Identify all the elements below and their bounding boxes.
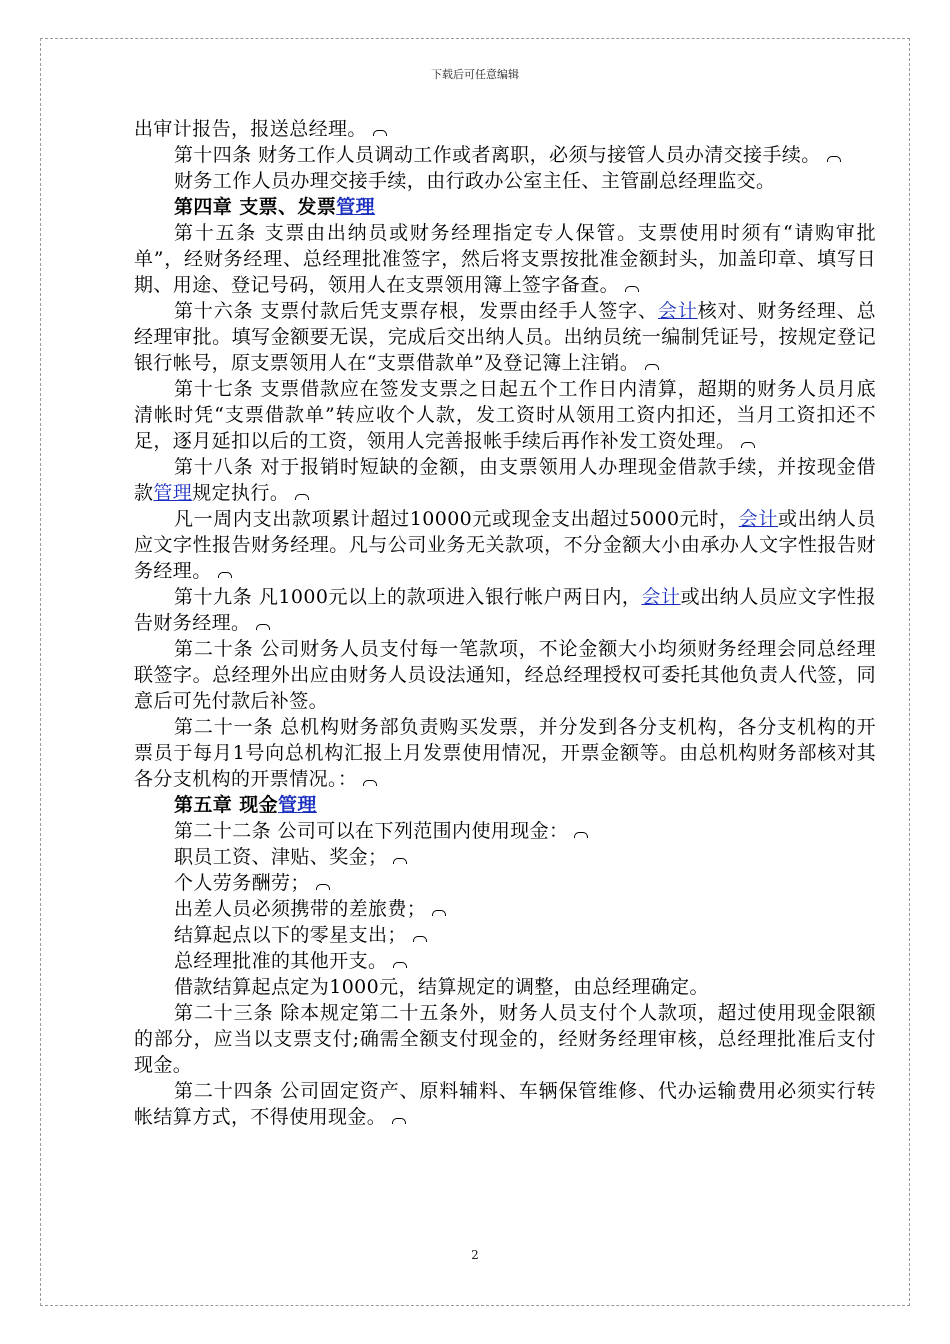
- paragraph: [134, 974, 876, 1000]
- paragraph-mark-icon: [218, 572, 232, 578]
- text-run: 第十七条 支票借款应在签发支票之日起五个工作日内清算，超期的财务人员月底清帐时凭“支票借款单”转应收个人款，发工资时从领用工资内扣还，当月工资扣还不足，逐月延扣以后的工资，领用人完善报帐手续后再作补发工资处理。: [134, 378, 876, 452]
- text-run: 第四章 支票、发票: [174, 196, 337, 218]
- paragraph: [134, 922, 876, 948]
- paragraph: [134, 376, 876, 454]
- text-run: 第十四条 财务工作人员调动工作或者离职，必须与接管人员办清交接手续。: [174, 144, 821, 166]
- text-run: 个人劳务酬劳；: [174, 872, 310, 894]
- text-run: 核对、财务经理、总经理审批。填写金额要无误，完成后交出纳人员。出纳员统一编制凭证号，按规定登记银行帐号，原支票领用人在“支票借款单”及登记簿上注销。: [134, 300, 876, 374]
- chapter-heading: [134, 194, 876, 220]
- paragraph-mark-icon: [363, 780, 377, 786]
- paragraph: [134, 506, 876, 584]
- paragraph-mark-icon: [413, 936, 427, 942]
- paragraph: [134, 142, 876, 168]
- text-run: 总经理批准的其他开支。: [174, 950, 388, 972]
- text-run: 第二十条 公司财务人员支付每一笔款项，不论金额大小均须财务经理会同总经理联签字。总经理外出应由财务人员设法通知，经总经理授权可委托其他负责人代签，同意后可先付款后补签。: [134, 638, 876, 712]
- text-run: 财务工作人员办理交接手续，由行政办公室主任、主管副总经理监交。: [174, 170, 776, 192]
- text-run: 第二十二条 公司可以在下列范围内使用现金：: [174, 820, 569, 842]
- paragraph: [134, 714, 876, 792]
- text-run: 第十五条 支票由出纳员或财务经理指定专人保管。支票使用时须有“请购审批单”，经财务经理、总经理批准签字，然后将支票按批准金额封头，加盖印章、填写日期、用途、登记号码，领用人在支票领用簿上签字备查。: [134, 222, 876, 296]
- paragraph-mark-icon: [645, 364, 659, 370]
- text-run: 职员工资、津贴、奖金；: [174, 846, 388, 868]
- paragraph-mark-icon: [295, 494, 309, 500]
- text-run: 出差人员必须携带的差旅费；: [174, 898, 427, 920]
- paragraph-mark-icon: [432, 910, 446, 916]
- paragraph: [134, 116, 876, 142]
- paragraph-mark-icon: [741, 442, 755, 448]
- paragraph: [134, 168, 876, 194]
- paragraph: [134, 636, 876, 714]
- text-run: 结算起点以下的零星支出；: [174, 924, 407, 946]
- text-run: 规定执行。: [192, 482, 290, 504]
- paragraph: [134, 870, 876, 896]
- hyperlink[interactable]: 会计: [738, 508, 778, 530]
- text-run: 或出纳人员应文字性报告财务经理。: [134, 586, 876, 634]
- paragraph: [134, 584, 876, 636]
- paragraph: [134, 844, 876, 870]
- text-run: 第二十四条 公司固定资产、原料辅料、车辆保管维修、代办运输费用必须实行转帐结算方式，不得使用现金。: [134, 1080, 876, 1128]
- paragraph: [134, 298, 876, 376]
- text-run: 凡一周内支出款项累计超过10000元或现金支出超过5000元时，: [174, 508, 739, 530]
- paragraph-mark-icon: [393, 858, 407, 864]
- text-run: 第十八条 对于报销时短缺的金额，由支票领用人办理现金借款手续，并按现金借款: [134, 456, 876, 504]
- document-body: [134, 116, 876, 1130]
- hyperlink[interactable]: 会计: [657, 300, 698, 322]
- paragraph-mark-icon: [625, 286, 639, 292]
- paragraph: [134, 454, 876, 506]
- paragraph-mark-icon: [373, 130, 387, 136]
- hyperlink[interactable]: 管理: [336, 196, 376, 218]
- text-run: 第二十三条 除本规定第二十五条外，财务人员支付个人款项，超过使用现金限额的部分，应当以支票支付;确需全额支付现金的，经财务经理审核，总经理批准后支付现金。: [134, 1002, 876, 1076]
- paragraph: [134, 948, 876, 974]
- text-run: 第二十一条 总机构财务部负责购买发票，并分发到各分支机构，各分支机构的开票员于每月1号向总机构汇报上月发票使用情况，开票金额等。由总机构财务部核对其各分支机构的开票情况。：: [134, 716, 876, 790]
- paragraph-mark-icon: [393, 962, 407, 968]
- paragraph-mark-icon: [256, 624, 270, 630]
- text-run: 第十六条 支票付款后凭支票存根，发票由经手人签字、: [174, 300, 658, 322]
- paragraph-mark-icon: [316, 884, 330, 890]
- paragraph: [134, 818, 876, 844]
- paragraph: [134, 1000, 876, 1078]
- text-run: 第五章 现金: [174, 794, 279, 816]
- hyperlink[interactable]: 管理: [278, 794, 317, 816]
- hyperlink[interactable]: 管理: [153, 482, 193, 504]
- paragraph: [134, 220, 876, 298]
- paragraph-mark-icon: [827, 156, 841, 162]
- page-header: 下载后可任意编辑: [431, 68, 519, 81]
- page-number: 2: [471, 1248, 479, 1262]
- text-run: 或出纳人员应文字性报告财务经理。凡与公司业务无关款项，不分金额大小由承办人文字性报告财务经理。: [134, 508, 876, 582]
- text-run: 出审计报告，报送总经理。: [134, 118, 367, 140]
- chapter-heading: [134, 792, 876, 818]
- text-run: 第十九条 凡1000元以上的款项进入银行帐户两日内，: [174, 586, 642, 608]
- paragraph-mark-icon: [392, 1118, 406, 1124]
- paragraph-mark-icon: [574, 832, 588, 838]
- paragraph: [134, 896, 876, 922]
- hyperlink[interactable]: 会计: [641, 586, 681, 608]
- text-run: 借款结算起点定为1000元，结算规定的调整，由总经理确定。: [174, 976, 709, 998]
- paragraph: [134, 1078, 876, 1130]
